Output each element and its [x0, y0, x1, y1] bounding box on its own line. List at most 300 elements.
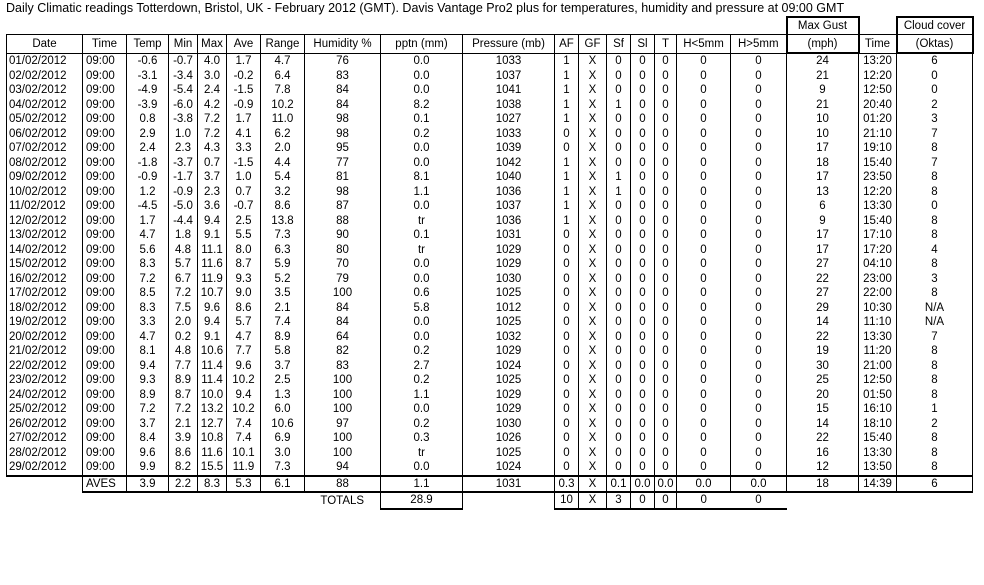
cell-date: 19/02/2012: [7, 315, 83, 330]
cell-humidity: 84: [305, 301, 381, 316]
cell-max-gust: 25: [787, 373, 859, 388]
cell-humidity: 94: [305, 460, 381, 476]
cell-date: 27/02/2012: [7, 431, 83, 446]
cell-humidity: 95: [305, 141, 381, 156]
col-date: Date: [7, 35, 83, 54]
cell-ave: 9.4: [227, 388, 261, 403]
cell-pptn: 0.1: [381, 112, 463, 127]
cell-date: 15/02/2012: [7, 257, 83, 272]
cell-max: 3.7: [198, 170, 227, 185]
cell-gf: X: [579, 330, 607, 345]
cell-pressure: 1037: [463, 69, 555, 84]
max-gust-header: Max Gust: [787, 17, 859, 35]
cell-date: 12/02/2012: [7, 214, 83, 229]
cell-max: 11.6: [198, 257, 227, 272]
cell-ave: 5.5: [227, 228, 261, 243]
cell-ave: 1.7: [227, 53, 261, 69]
cell-cloud-cover: 3: [897, 272, 973, 287]
cell-sl: 0: [631, 69, 655, 84]
table-row: [7, 272, 973, 287]
table-row: [7, 388, 973, 403]
cell-cloud-cover: 2: [897, 417, 973, 432]
page-title: Daily Climatic readings Totterdown, Bristol, UK - February 2012 (GMT). Davis Vantage Pro2 plus for temperatures, humidity and pressure at 09:00 GMT: [6, 1, 845, 15]
cell-h-gt5mm: 0: [731, 83, 787, 98]
cell-min: -0.7: [169, 53, 198, 69]
cell-date: 13/02/2012: [7, 228, 83, 243]
cell-gf: X: [579, 446, 607, 461]
totals-h-gt5mm: 0: [731, 492, 787, 509]
cell-date: 03/02/2012: [7, 83, 83, 98]
cell-gust-time: 12:50: [859, 373, 897, 388]
table-row: [7, 402, 973, 417]
cell-min: -3.4: [169, 69, 198, 84]
cell-sf: 0: [607, 53, 631, 69]
cell-gf: X: [579, 344, 607, 359]
cell-h-gt5mm: 0: [731, 185, 787, 200]
cell-ave: 10.2: [227, 373, 261, 388]
cell-t: 0: [655, 141, 677, 156]
cell-gf: X: [579, 83, 607, 98]
cell-pressure: 1025: [463, 286, 555, 301]
aves-h-lt5mm: 0.0: [677, 476, 731, 493]
cell-max-gust: 17: [787, 170, 859, 185]
cell-t: 0: [655, 402, 677, 417]
cell-gust-time: 12:20: [859, 185, 897, 200]
cell-sl: 0: [631, 301, 655, 316]
cell-min: 2.3: [169, 141, 198, 156]
cell-ave: 7.4: [227, 431, 261, 446]
col-h-lt5mm: H<5mm: [677, 35, 731, 54]
col-af: AF: [555, 35, 579, 54]
cell-time: 09:00: [83, 243, 127, 258]
cell-min: 7.5: [169, 301, 198, 316]
cell-max: 7.2: [198, 127, 227, 142]
cell-pptn: 0.0: [381, 330, 463, 345]
cell-sf: 0: [607, 112, 631, 127]
cell-af: 1: [555, 156, 579, 171]
table-row: [7, 315, 973, 330]
cell-max-gust: 17: [787, 228, 859, 243]
cell-gust-time: 15:40: [859, 156, 897, 171]
aves-humidity: 88: [305, 476, 381, 493]
cell-pptn: 0.2: [381, 127, 463, 142]
cell-temp: -3.1: [127, 69, 169, 84]
cell-h-gt5mm: 0: [731, 112, 787, 127]
cell-sl: 0: [631, 272, 655, 287]
cell-min: 4.8: [169, 344, 198, 359]
aves-af: 0.3: [555, 476, 579, 493]
cell-sf: 0: [607, 257, 631, 272]
cell-gf: X: [579, 185, 607, 200]
cell-cloud-cover: 8: [897, 373, 973, 388]
cell-h-lt5mm: 0: [677, 286, 731, 301]
aves-sf: 0.1: [607, 476, 631, 493]
cell-h-gt5mm: 0: [731, 272, 787, 287]
cell-date: 02/02/2012: [7, 69, 83, 84]
table-row: [7, 330, 973, 345]
cell-cloud-cover: 4: [897, 243, 973, 258]
table-row: [7, 98, 973, 113]
cell-humidity: 64: [305, 330, 381, 345]
cell-gust-time: 21:10: [859, 127, 897, 142]
climate-table: [6, 16, 974, 510]
cell-max: 15.5: [198, 460, 227, 476]
cell-gf: X: [579, 228, 607, 243]
cell-time: 09:00: [83, 359, 127, 374]
cell-gust-time: 13:30: [859, 199, 897, 214]
cell-date: 26/02/2012: [7, 417, 83, 432]
cell-gust-time: 01:20: [859, 112, 897, 127]
cell-gust-time: 19:10: [859, 141, 897, 156]
cell-gf: X: [579, 388, 607, 403]
cell-min: 2.1: [169, 417, 198, 432]
cell-temp: 5.6: [127, 243, 169, 258]
cell-pptn: 0.6: [381, 286, 463, 301]
cell-ave: 11.9: [227, 460, 261, 476]
cell-min: 2.0: [169, 315, 198, 330]
cell-temp: 8.5: [127, 286, 169, 301]
cell-gust-time: 11:20: [859, 344, 897, 359]
cell-date: 01/02/2012: [7, 53, 83, 69]
cell-time: 09:00: [83, 460, 127, 476]
table-row: [7, 141, 973, 156]
cell-h-lt5mm: 0: [677, 53, 731, 69]
cell-pressure: 1036: [463, 185, 555, 200]
cell-max: 0.7: [198, 156, 227, 171]
cell-max: 3.0: [198, 69, 227, 84]
cell-af: 1: [555, 199, 579, 214]
cell-sf: 0: [607, 359, 631, 374]
cell-pressure: 1030: [463, 417, 555, 432]
cell-pressure: 1025: [463, 446, 555, 461]
cell-ave: -0.9: [227, 98, 261, 113]
cell-gust-time: 13:30: [859, 330, 897, 345]
cell-gf: X: [579, 156, 607, 171]
cell-h-lt5mm: 0: [677, 156, 731, 171]
cell-af: 0: [555, 228, 579, 243]
cell-h-gt5mm: 0: [731, 228, 787, 243]
cell-h-lt5mm: 0: [677, 446, 731, 461]
cell-date: 11/02/2012: [7, 199, 83, 214]
cell-pptn: tr: [381, 214, 463, 229]
cell-cloud-cover: 8: [897, 257, 973, 272]
cell-gf: X: [579, 214, 607, 229]
cell-sl: 0: [631, 53, 655, 69]
cell-pptn: 0.0: [381, 257, 463, 272]
cell-h-lt5mm: 0: [677, 460, 731, 476]
cell-pptn: 1.1: [381, 185, 463, 200]
table-row: [7, 127, 973, 142]
cell-humidity: 79: [305, 272, 381, 287]
cell-t: 0: [655, 170, 677, 185]
cell-max: 11.4: [198, 359, 227, 374]
table-row: [7, 344, 973, 359]
cell-time: 09:00: [83, 272, 127, 287]
cell-h-gt5mm: 0: [731, 330, 787, 345]
cell-sl: 0: [631, 417, 655, 432]
cell-humidity: 83: [305, 359, 381, 374]
cell-h-lt5mm: 0: [677, 373, 731, 388]
cell-h-lt5mm: 0: [677, 141, 731, 156]
cell-max: 9.4: [198, 214, 227, 229]
cell-sf: 0: [607, 315, 631, 330]
cell-af: 0: [555, 315, 579, 330]
cell-t: 0: [655, 330, 677, 345]
cell-pressure: 1037: [463, 199, 555, 214]
cell-temp: 1.7: [127, 214, 169, 229]
cell-af: 0: [555, 344, 579, 359]
cell-h-gt5mm: 0: [731, 315, 787, 330]
cell-af: 0: [555, 431, 579, 446]
cell-h-lt5mm: 0: [677, 214, 731, 229]
table-row: [7, 257, 973, 272]
cell-h-lt5mm: 0: [677, 431, 731, 446]
cell-h-gt5mm: 0: [731, 402, 787, 417]
cell-time: 09:00: [83, 112, 127, 127]
cell-max: 9.4: [198, 315, 227, 330]
cell-gf: X: [579, 373, 607, 388]
cell-t: 0: [655, 98, 677, 113]
table-row: [7, 359, 973, 374]
cell-humidity: 84: [305, 98, 381, 113]
cell-gust-time: 23:00: [859, 272, 897, 287]
cell-time: 09:00: [83, 257, 127, 272]
cell-ave: -1.5: [227, 83, 261, 98]
cell-max: 10.7: [198, 286, 227, 301]
cell-time: 09:00: [83, 373, 127, 388]
cell-min: 8.6: [169, 446, 198, 461]
cell-sf: 0: [607, 446, 631, 461]
cell-h-lt5mm: 0: [677, 98, 731, 113]
cell-af: 0: [555, 373, 579, 388]
cell-af: 0: [555, 141, 579, 156]
cell-cloud-cover: 0: [897, 199, 973, 214]
cell-time: 09:00: [83, 98, 127, 113]
cell-max: 10.8: [198, 431, 227, 446]
cell-time: 09:00: [83, 446, 127, 461]
cell-gust-time: 17:20: [859, 243, 897, 258]
cell-sf: 0: [607, 228, 631, 243]
cell-time: 09:00: [83, 315, 127, 330]
cell-date: 05/02/2012: [7, 112, 83, 127]
cell-af: 1: [555, 214, 579, 229]
cell-time: 09:00: [83, 417, 127, 432]
cell-min: -5.0: [169, 199, 198, 214]
cell-max: 7.2: [198, 112, 227, 127]
totals-sl: 0: [631, 492, 655, 509]
cell-temp: 8.3: [127, 257, 169, 272]
cell-humidity: 70: [305, 257, 381, 272]
table-row: [7, 199, 973, 214]
col-max: Max: [198, 35, 227, 54]
cell-temp: 2.4: [127, 141, 169, 156]
cell-h-lt5mm: 0: [677, 272, 731, 287]
cell-h-lt5mm: 0: [677, 344, 731, 359]
cell-gf: X: [579, 431, 607, 446]
cell-sl: 0: [631, 243, 655, 258]
cell-temp: 4.7: [127, 228, 169, 243]
cell-max-gust: 14: [787, 417, 859, 432]
cell-pptn: 0.3: [381, 431, 463, 446]
cell-temp: 8.3: [127, 301, 169, 316]
cell-af: 0: [555, 272, 579, 287]
cell-pptn: 0.2: [381, 417, 463, 432]
cell-range: 7.4: [261, 315, 305, 330]
cell-h-gt5mm: 0: [731, 214, 787, 229]
cell-h-lt5mm: 0: [677, 402, 731, 417]
cell-gf: X: [579, 98, 607, 113]
cell-h-gt5mm: 0: [731, 257, 787, 272]
table-row: [7, 185, 973, 200]
cell-temp: 7.2: [127, 272, 169, 287]
cell-min: -4.4: [169, 214, 198, 229]
cell-h-gt5mm: 0: [731, 359, 787, 374]
cell-range: 2.0: [261, 141, 305, 156]
cell-humidity: 98: [305, 185, 381, 200]
cell-ave: 8.6: [227, 301, 261, 316]
cell-humidity: 88: [305, 214, 381, 229]
cell-sf: 1: [607, 170, 631, 185]
cell-sf: 0: [607, 431, 631, 446]
cell-ave: 1.0: [227, 170, 261, 185]
cell-sl: 0: [631, 431, 655, 446]
cell-ave: 0.7: [227, 185, 261, 200]
cell-temp: 0.8: [127, 112, 169, 127]
cell-min: 7.2: [169, 286, 198, 301]
col-gust-time: Time: [859, 35, 897, 54]
cell-time: 09:00: [83, 214, 127, 229]
cell-humidity: 100: [305, 402, 381, 417]
cell-h-lt5mm: 0: [677, 83, 731, 98]
cell-pressure: 1036: [463, 214, 555, 229]
cell-sl: 0: [631, 228, 655, 243]
cell-date: 16/02/2012: [7, 272, 83, 287]
cell-gust-time: 23:50: [859, 170, 897, 185]
cell-h-gt5mm: 0: [731, 431, 787, 446]
cell-pressure: 1024: [463, 460, 555, 476]
cell-max: 13.2: [198, 402, 227, 417]
cell-max: 9.6: [198, 301, 227, 316]
totals-label: TOTALS: [320, 494, 365, 507]
cell-max: 2.4: [198, 83, 227, 98]
cell-max-gust: 6: [787, 199, 859, 214]
cell-range: 6.3: [261, 243, 305, 258]
col-min: Min: [169, 35, 198, 54]
cell-gf: X: [579, 359, 607, 374]
cell-gust-time: 13:30: [859, 446, 897, 461]
cell-max-gust: 20: [787, 388, 859, 403]
cell-max: 4.2: [198, 98, 227, 113]
totals-t: 0: [655, 492, 677, 509]
cell-af: 0: [555, 446, 579, 461]
cell-sl: 0: [631, 286, 655, 301]
cell-time: 09:00: [83, 301, 127, 316]
cell-af: 1: [555, 185, 579, 200]
cell-gust-time: 12:20: [859, 69, 897, 84]
cell-cloud-cover: 7: [897, 156, 973, 171]
cell-max-gust: 18: [787, 156, 859, 171]
cell-date: 23/02/2012: [7, 373, 83, 388]
cell-sf: 0: [607, 83, 631, 98]
cell-ave: 9.3: [227, 272, 261, 287]
cell-sl: 0: [631, 170, 655, 185]
table-row: [7, 301, 973, 316]
totals-gf: X: [579, 492, 607, 509]
cell-range: 5.4: [261, 170, 305, 185]
cell-sf: 0: [607, 330, 631, 345]
cell-sf: 1: [607, 98, 631, 113]
cell-gf: X: [579, 272, 607, 287]
totals-h-lt5mm: 0: [677, 492, 731, 509]
cell-gust-time: 15:40: [859, 431, 897, 446]
cell-pptn: 0.0: [381, 460, 463, 476]
cell-af: 1: [555, 112, 579, 127]
cell-gf: X: [579, 53, 607, 69]
cell-pptn: 0.0: [381, 272, 463, 287]
table-row: [7, 170, 973, 185]
cell-time: 09:00: [83, 69, 127, 84]
cell-range: 5.9: [261, 257, 305, 272]
cell-humidity: 100: [305, 286, 381, 301]
cell-range: 6.4: [261, 69, 305, 84]
cell-cloud-cover: 6: [897, 53, 973, 69]
table-row: [7, 214, 973, 229]
cell-h-gt5mm: 0: [731, 446, 787, 461]
cell-sl: 0: [631, 83, 655, 98]
cell-max: 2.3: [198, 185, 227, 200]
cell-h-lt5mm: 0: [677, 69, 731, 84]
cell-max: 12.7: [198, 417, 227, 432]
cell-pressure: 1041: [463, 83, 555, 98]
data-rows: [7, 53, 973, 476]
cell-sf: 0: [607, 127, 631, 142]
cell-max-gust: 19: [787, 344, 859, 359]
cell-range: 3.2: [261, 185, 305, 200]
cell-temp: -1.8: [127, 156, 169, 171]
cell-date: 17/02/2012: [7, 286, 83, 301]
cell-t: 0: [655, 359, 677, 374]
cell-min: 0.2: [169, 330, 198, 345]
cell-ave: 7.7: [227, 344, 261, 359]
cell-pptn: 1.1: [381, 388, 463, 403]
header-row: [7, 35, 973, 54]
cell-sf: 1: [607, 185, 631, 200]
table-row: [7, 112, 973, 127]
cell-pressure: 1033: [463, 127, 555, 142]
cell-h-lt5mm: 0: [677, 228, 731, 243]
cell-pressure: 1042: [463, 156, 555, 171]
cell-t: 0: [655, 127, 677, 142]
cell-h-gt5mm: 0: [731, 243, 787, 258]
cell-t: 0: [655, 199, 677, 214]
cell-date: 10/02/2012: [7, 185, 83, 200]
cell-range: 10.2: [261, 98, 305, 113]
cell-max-gust: 9: [787, 214, 859, 229]
cell-h-lt5mm: 0: [677, 243, 731, 258]
cell-gust-time: 20:40: [859, 98, 897, 113]
cell-sl: 0: [631, 388, 655, 403]
cell-cloud-cover: 8: [897, 286, 973, 301]
cell-max: 9.1: [198, 330, 227, 345]
cell-max-gust: 12: [787, 460, 859, 476]
cell-pptn: 5.8: [381, 301, 463, 316]
col-temp: Temp: [127, 35, 169, 54]
cell-range: 7.3: [261, 228, 305, 243]
col-ave: Ave: [227, 35, 261, 54]
cell-pptn: 0.0: [381, 141, 463, 156]
cell-max-gust: 17: [787, 243, 859, 258]
cell-ave: 9.6: [227, 359, 261, 374]
